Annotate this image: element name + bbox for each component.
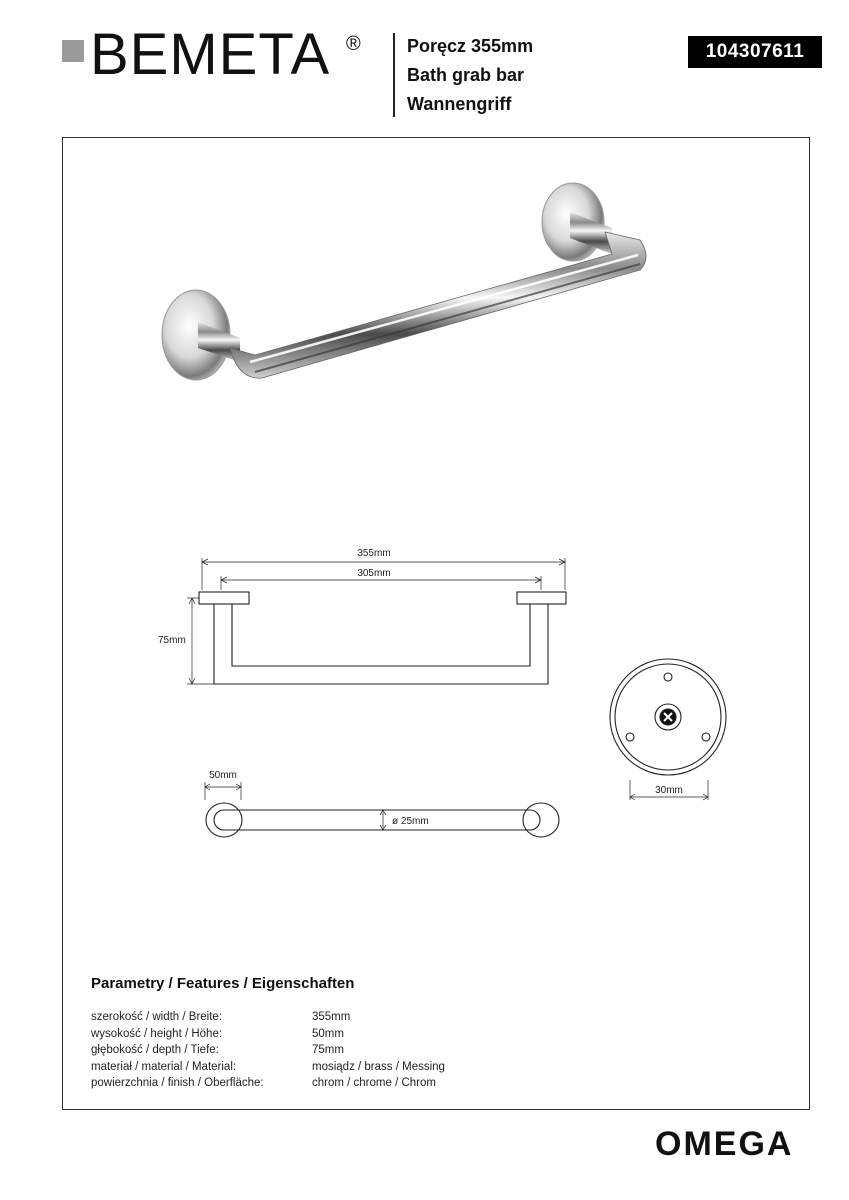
series-name: OMEGA <box>655 1125 794 1163</box>
features-heading: Parametry / Features / Eigenschaften <box>91 975 355 992</box>
title-german: Wannengriff <box>407 94 512 114</box>
table-row <box>91 1042 445 1059</box>
product-code-badge: 104307611 <box>688 36 822 68</box>
spec-value-material: mosiądz / brass / Messing <box>312 1060 445 1073</box>
spec-label-width: szerokość / width / Breite: <box>91 1011 223 1024</box>
spec-label-material: materiał / material / Material: <box>91 1060 237 1073</box>
rosette-view <box>610 659 726 800</box>
features-table <box>91 1009 445 1092</box>
spec-label-depth: głębokość / depth / Tiefe: <box>91 1044 219 1057</box>
dim-inner-width: 305mm <box>357 568 391 579</box>
top-view <box>205 782 559 837</box>
table-row <box>91 1059 445 1076</box>
spec-value-finish: chrom / chrome / Chrom <box>312 1077 436 1090</box>
spec-value-depth: 75mm <box>312 1044 344 1057</box>
title-polish: Poręcz 355mm <box>407 36 534 56</box>
spec-label-finish: powierzchnia / finish / Oberfläche: <box>91 1077 264 1090</box>
table-row <box>91 1026 445 1043</box>
spec-value-width: 355mm <box>312 1011 351 1024</box>
dim-rosette-size: 30mm <box>655 785 683 796</box>
registered-mark: ® <box>346 33 361 55</box>
table-row <box>91 1075 445 1092</box>
brand-logo: BEMETA <box>90 22 331 87</box>
spec-value-height: 50mm <box>312 1027 344 1040</box>
title-english: Bath grab bar <box>407 65 525 85</box>
product-image <box>162 183 646 380</box>
dim-tube-diameter: ø 25mm <box>392 816 429 827</box>
dim-rosette-depth: 50mm <box>209 770 237 781</box>
dim-overall-width: 355mm <box>357 548 391 559</box>
table-row <box>91 1009 445 1026</box>
dim-height: 75mm <box>158 635 186 646</box>
spec-label-height: wysokość / height / Höhe: <box>91 1027 223 1040</box>
